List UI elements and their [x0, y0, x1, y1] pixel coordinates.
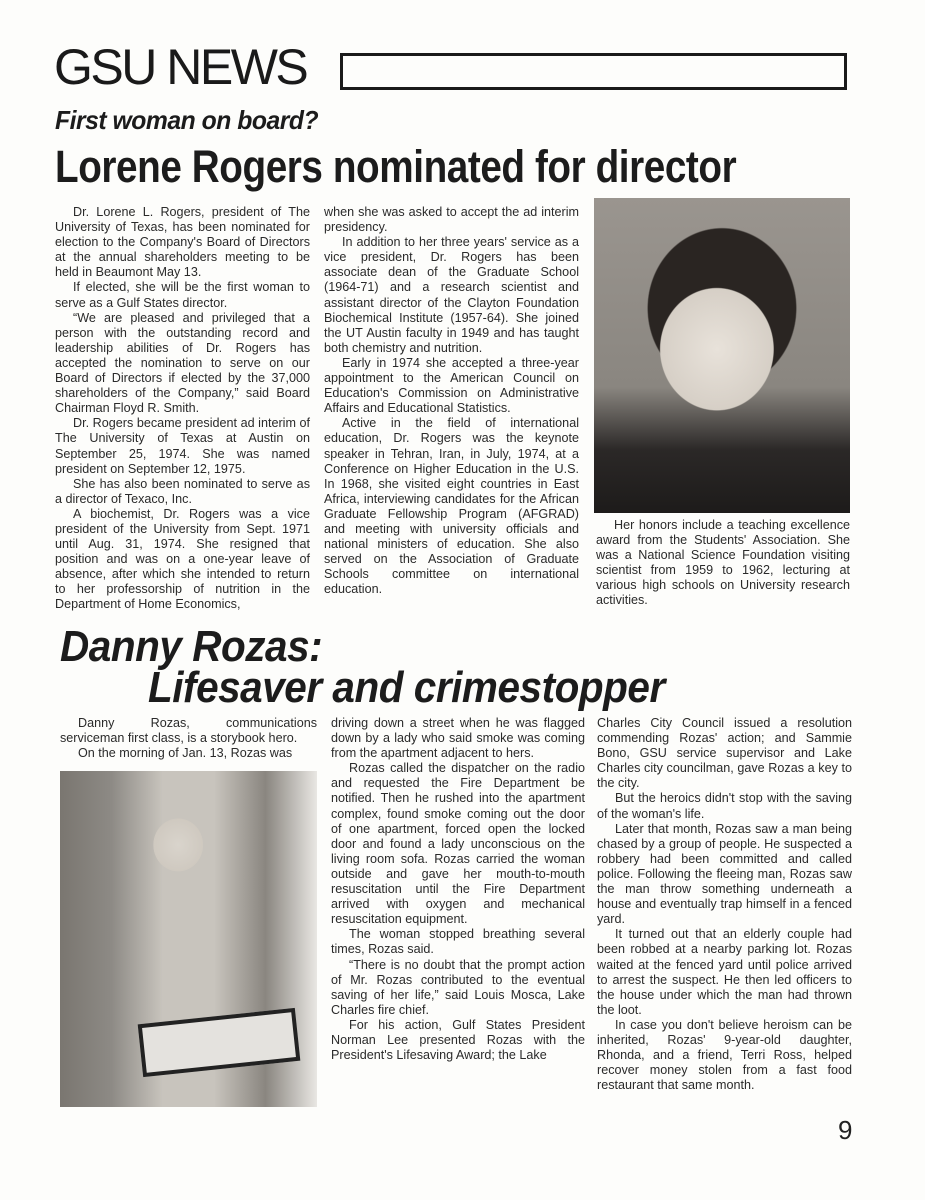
paragraph: “There is no doubt that the prompt action of Mr. Rozas contributed to the eventual saving of her life,” said Louis Mosca, Lake Charles fire chief. — [331, 957, 585, 1017]
paragraph: Charles City Council issued a resolution commending Rozas' action; and Sammie Bono, GSU service supervisor and Lake Charles city councilman, gave Rozas a key to the city. — [597, 716, 852, 791]
paragraph: She has also been nominated to serve as a director of Texaco, Inc. — [55, 476, 310, 506]
article1-column-2 — [324, 205, 579, 597]
paragraph: On the morning of Jan. 13, Rozas was — [78, 746, 293, 761]
paragraph: If elected, she will be the first woman to serve as a Gulf States director. — [55, 280, 310, 310]
article2-column-3 — [597, 716, 852, 1093]
article1-headline: Lorene Rogers nominated for director — [55, 141, 737, 192]
article2-headline-line2: Lifesaver and crimestopper — [148, 663, 665, 712]
paragraph: In addition to her three years' service as a vice president, Dr. Rogers has been associate dean of the Graduate School (1964-71) and a research scientist and assistant director of the Clayton Foundation Biochemical Institute (1957-64). She joined the UT Austin faculty in 1949 and has taught both chemistry and nutrition. — [324, 235, 579, 355]
masthead-title: GSU NEWS — [54, 39, 307, 95]
paragraph: For his action, Gulf States President Norman Lee presented Rozas with the President's Lifesaving Award; the Lake — [331, 1017, 585, 1063]
article2-column-1 — [60, 716, 317, 761]
paragraph: A biochemist, Dr. Rogers was a vice president of the University from Sept. 1971 until Aug. 31, 1974. She resigned that position and was on a one-year leave of absence, after which she intended to return to her professorship of nutrition in the Department of Home Economics, — [55, 506, 310, 612]
paragraph: Dr. Rogers became president ad interim of The University of Texas at Austin on September 25, 1974. She was named president on September 12, 1975. — [55, 416, 310, 476]
paragraph: Rozas called the dispatcher on the radio and requested the Fire Department be notified. Then he rushed into the apartment complex, found smoke coming out the door of one apartment, forced open the locked door and found a lady unconscious on the living room sofa. Rozas carried the woman outside and gave her mouth-to-mouth resuscitation until the Fire Department arrived with oxygen and mechanical resuscitation equipment. — [331, 761, 585, 927]
paragraph: “We are pleased and privileged that a person with the outstanding record and leadership abilities of Dr. Rogers has accepted the nomination to serve on our Board of Directors if elected by the 37,000 shareholders of the Company,” said Board Chairman Floyd R. Smith. — [55, 310, 310, 416]
article1-kicker: First woman on board? — [55, 105, 319, 135]
article1-photo-caption — [596, 518, 850, 609]
lorene-rogers-photo — [594, 198, 850, 513]
paragraph: Her honors include a teaching excellence award from the Students' Association. She was a National Science Foundation visiting scientist from 1959 to 1962, lecturing at various high schools on University research activities. — [596, 518, 850, 608]
paragraph: Later that month, Rozas saw a man being chased by a group of people. He suspected a robbery had been committed and called police. Following the fleeing man, Rozas saw the man throw something underneath a house and eventually trap himself in a fenced yard. — [597, 821, 852, 927]
masthead-rule-box — [340, 53, 847, 90]
paragraph: when she was asked to accept the ad interim presidency. — [324, 205, 579, 235]
paragraph: Danny Rozas, communications serviceman first class, is a storybook hero. — [60, 716, 317, 746]
paragraph: driving down a street when he was flagged down by a lady who said smoke was coming from the apartment adjacent to hers. — [331, 716, 585, 761]
paragraph: In case you don't believe heroism can be inherited, Rozas' 9-year-old daughter, Rhonda, and a friend, Terri Ross, helped recover money stolen from a fast food restaurant that same month. — [597, 1017, 852, 1093]
page-number: 9 — [838, 1115, 853, 1145]
paragraph: Early in 1974 she accepted a three-year appointment to the American Council on Education's Commission on Administrative Affairs and Educational Statistics. — [324, 355, 579, 416]
paragraph: It turned out that an elderly couple had been robbed at a nearby parking lot. Rozas waited at the fenced yard until police arrived to arrest the suspect. He then led officers to the house under which the man had thrown the loot. — [597, 927, 852, 1017]
paragraph: But the heroics didn't stop with the saving of the woman's life. — [597, 791, 852, 821]
article2-column-2 — [331, 716, 585, 1063]
masthead — [54, 39, 307, 95]
article2-headline-line1: Danny Rozas: — [60, 622, 323, 671]
paragraph: Dr. Lorene L. Rogers, president of The University of Texas, has been nominated for election to the Company's Board of Directors at the annual shareholders meeting to be held in Beaumont May 13. — [55, 205, 310, 280]
paragraph: The woman stopped breathing several times, Rozas said. — [331, 927, 585, 957]
paragraph: Active in the field of international education, Dr. Rogers was the keynote speaker in Tehran, Iran, in July, 1974, at a Conference on Higher Education in the U.S. In 1968, she visited eight countries in East Africa, interviewing candidates for the African Graduate Fellowship Program (AFGRAD) and meeting with university officials and national ministers of education. She also served on the Association of Graduate Schools committee on international education. — [324, 416, 579, 597]
article1-column-1 — [55, 205, 310, 613]
danny-rozas-photo — [60, 771, 317, 1107]
